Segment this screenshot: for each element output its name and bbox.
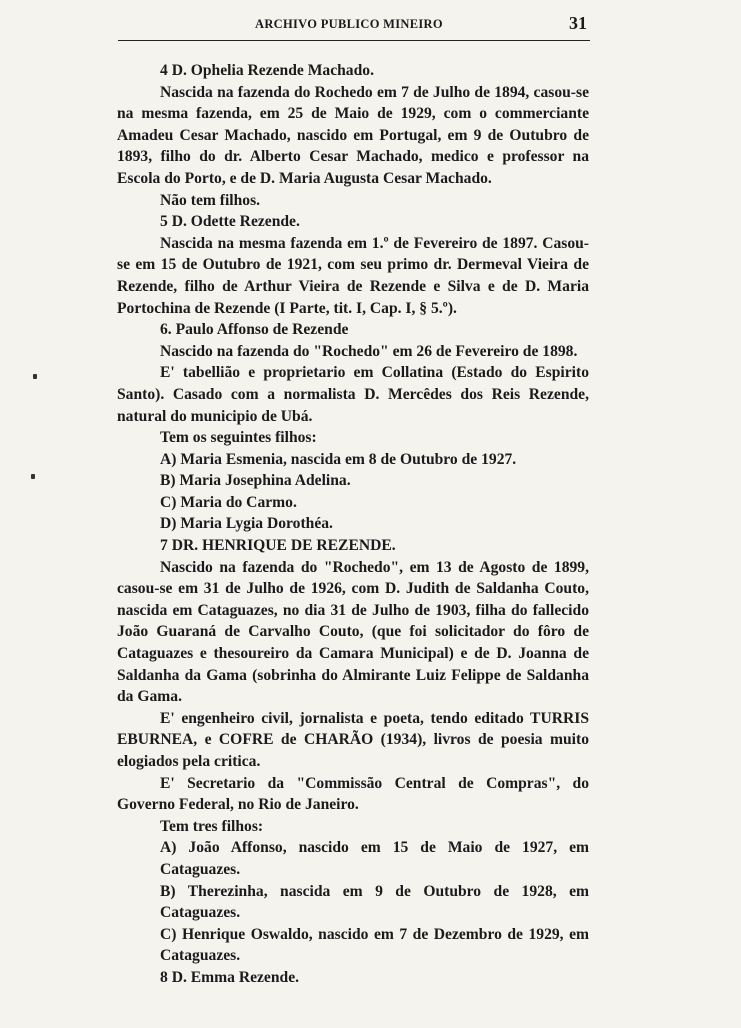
paragraph: E' engenheiro civil, jornalista e poeta, tendo editado TURRIS EBURNEA, e COFRE de CHARÃO (1934), livros de poesia muito elogiados pela critica. <box>117 709 589 770</box>
list-item: B) Maria Josephina Adelina. <box>160 472 351 490</box>
paragraph: Nascido na fazenda do "Rochedo", em 13 de Agosto de 1899, casou-se em 31 de Julho de 1926, com D. Judith de Saldanha Couto, nascida em Cataguazes, no dia 31 de Julho de 1903, filha do fallecido João Guaraná de Carvalho Couto, (que foi solicitador do fôro de Cataguazes e thesoureiro da Camara Municipal) e de D. Joanna de Saldanha da Gama (sobrinha do Almirante Luiz Felippe de Saldanha da Gama. <box>117 558 589 706</box>
header-rule <box>118 40 590 41</box>
list-item: C) Maria do Carmo. <box>160 493 297 511</box>
paragraph: Nascida na fazenda do Rochedo em 7 de Julho de 1894, casou-se na mesma fazenda, em 25 de Maio de 1929, com o commerciante Amadeu Cesar Machado, nascido em Portugal, em 9 de Outubro de 1893, filho do dr. Alberto Cesar Machado, medico e professor na Escola do Porto, e de D. Maria Augusta Cesar Machado. <box>117 83 589 187</box>
paragraph: Tem tres filhos: <box>160 817 264 835</box>
list-item: D) Maria Lygia Dorothéa. <box>160 515 333 533</box>
list-item: A) Maria Esmenia, nascida em 8 de Outubro de 1927. <box>160 450 517 468</box>
margin-mark <box>33 374 37 379</box>
heading-ophelia: 4 D. Ophelia Rezende Machado. <box>160 62 374 79</box>
paragraph: E' tabellião e proprietario em Collatina (Estado do Espirito Santo). Casado com a normalista D. Mercêdes dos Reis Rezende, natural do municipio de Ubá. <box>117 364 589 425</box>
running-head: ARCHIVO PUBLICO MINEIRO <box>255 17 443 31</box>
page-number: 31 <box>569 13 587 33</box>
heading-henrique: 7 DR. HENRIQUE DE REZENDE. <box>160 537 396 555</box>
paragraph: Nascida na mesma fazenda em 1.º de Fevereiro de 1897. Casou-se em 15 de Outubro de 1921, com seu primo dr. Dermeval Vieira de Rezende, filho de Arthur Vieira de Rezende e Silva e de D. Maria Portochina de Rezende (I Parte, tit. I, Cap. I, § 5.º). <box>117 234 589 317</box>
heading-emma: 8 D. Emma Rezende. <box>160 968 300 986</box>
heading-paulo: 6. Paulo Affonso de Rezende <box>160 321 349 339</box>
body-text <box>117 60 589 989</box>
paragraph: Tem os seguintes filhos: <box>160 429 317 447</box>
list-item: B) Therezinha, nascida em 9 de Outubro de 1928, em Cataguazes. <box>160 882 589 922</box>
paragraph: E' Secretario da "Commissão Central de Compras", do Governo Federal, no Rio de Janeiro. <box>117 774 589 814</box>
margin-mark <box>31 474 35 479</box>
list-item: A) João Affonso, nascido em 15 de Maio de 1927, em Cataguazes. <box>160 839 589 878</box>
list-item: C) Henrique Oswaldo, nascido em 7 de Dezembro de 1929, em Cataguazes. <box>160 925 589 965</box>
paragraph: Não tem filhos. <box>160 191 261 209</box>
heading-odette: 5 D. Odette Rezende. <box>160 213 300 231</box>
paragraph: Nascido na fazenda do "Rochedo" em 26 de Fevereiro de 1898. <box>160 342 578 360</box>
